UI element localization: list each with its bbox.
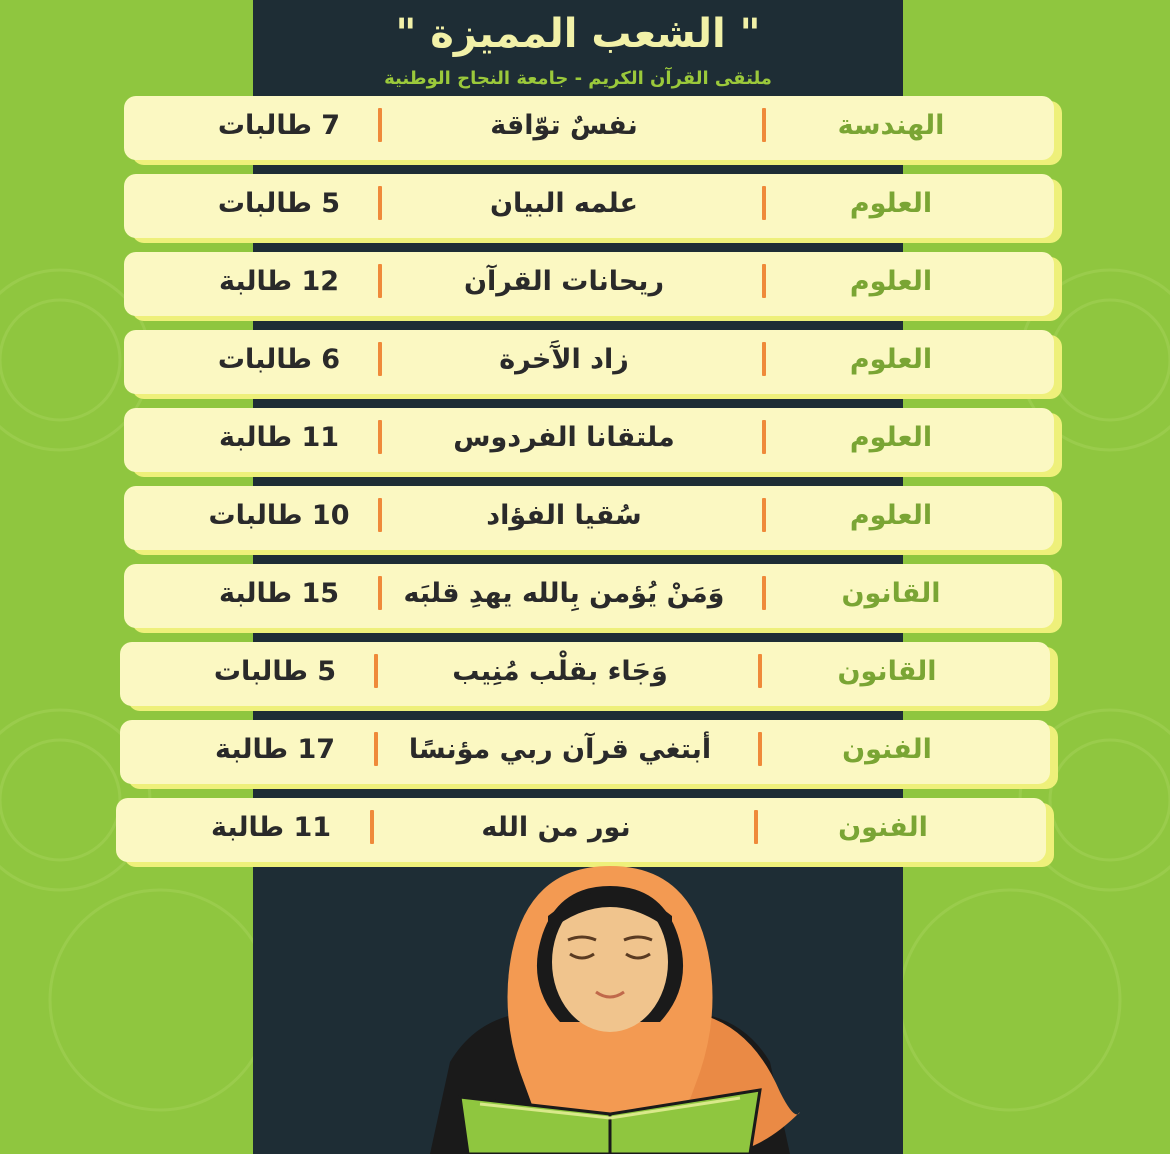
list-item xyxy=(124,252,1054,316)
separator xyxy=(762,498,766,532)
student-count: 5 طالبات xyxy=(217,188,341,219)
student-count: 12 طالبة xyxy=(218,266,340,297)
section-name: نفسٌ توّاقة xyxy=(490,110,638,141)
list-item xyxy=(124,564,1054,628)
list-item xyxy=(124,96,1054,160)
separator xyxy=(758,732,762,766)
separator xyxy=(762,420,766,454)
separator xyxy=(762,342,766,376)
list-item xyxy=(120,720,1050,784)
section-name: ملتقانا الفردوس xyxy=(453,422,675,453)
page-subtitle: ملتقى القرآن الكريم - جامعة النجاح الوطنية xyxy=(384,68,772,89)
list-item xyxy=(124,174,1054,238)
girl-reading-quran-icon xyxy=(420,862,800,1154)
separator xyxy=(762,576,766,610)
student-count: 5 طالبات xyxy=(213,656,337,687)
list-item xyxy=(124,408,1054,472)
section-name: سُقيا الفؤاد xyxy=(486,500,642,531)
list-item xyxy=(116,798,1046,862)
section-name: علمه البيان xyxy=(490,188,638,219)
separator xyxy=(758,654,762,688)
college-label: العلوم xyxy=(849,500,933,531)
section-name: وَمَنْ يُؤمن بِالله يهدِ قلبَه xyxy=(403,578,725,609)
section-name: نور من الله xyxy=(481,812,631,843)
page-title: " الشعب المميزة " xyxy=(395,11,761,57)
list-item xyxy=(124,330,1054,394)
separator xyxy=(762,108,766,142)
section-name: زاد الآَخرة xyxy=(499,344,629,375)
college-label: الفنون xyxy=(842,734,932,765)
college-label: العلوم xyxy=(849,344,933,375)
separator xyxy=(754,810,758,844)
separator xyxy=(762,264,766,298)
list-item xyxy=(120,642,1050,706)
student-count: 17 طالبة xyxy=(214,734,336,765)
list-item xyxy=(124,486,1054,550)
college-label: الهندسة xyxy=(837,110,945,141)
student-count: 11 طالبة xyxy=(218,422,340,453)
section-name: ريحانات القرآن xyxy=(463,266,664,297)
student-count: 10 طالبات xyxy=(208,500,350,531)
student-count: 15 طالبة xyxy=(218,578,340,609)
college-label: القانون xyxy=(841,578,941,609)
college-label: القانون xyxy=(837,656,937,687)
student-count: 11 طالبة xyxy=(210,812,332,843)
college-label: العلوم xyxy=(849,266,933,297)
student-count: 7 طالبات xyxy=(217,110,341,141)
student-count: 6 طالبات xyxy=(217,344,341,375)
section-name: وَجَاء بقلْب مُنِيب xyxy=(452,656,668,687)
separator xyxy=(762,186,766,220)
college-label: العلوم xyxy=(849,422,933,453)
college-label: الفنون xyxy=(838,812,928,843)
section-name: أبتغي قرآن ربي مؤنسًا xyxy=(408,734,712,765)
college-label: العلوم xyxy=(849,188,933,219)
